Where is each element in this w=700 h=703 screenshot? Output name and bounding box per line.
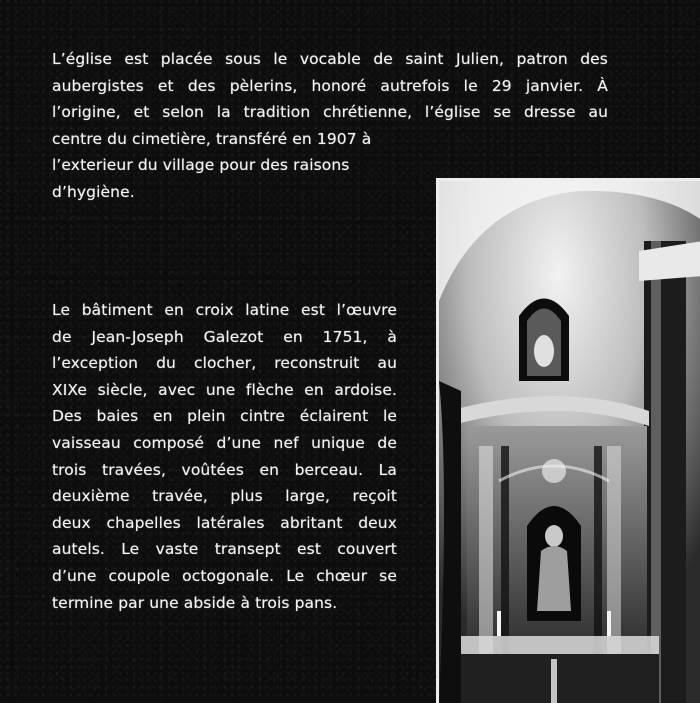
text-line: d’hygiène. xyxy=(52,182,135,201)
text-line: autels. Le vaste transept est couvert xyxy=(52,540,397,559)
text-line: XIXe siècle, avec une flèche en ardoise. xyxy=(52,380,397,399)
text-line: centre du cimetière, transféré en 1907 à xyxy=(52,129,372,148)
text-line: l’origine, et selon la tradition chrétienne, l’église se dresse au xyxy=(52,103,608,122)
text-line: deux chapelles latérales abritant deux xyxy=(52,513,397,532)
text-line: deuxième travée, plus large, reçoit xyxy=(52,487,397,506)
text-line: trois travées, voûtées en berceau. La xyxy=(52,460,397,479)
text-line: termine par une abside à trois pans. xyxy=(52,593,338,612)
text-line: vaisseau composé d’une nef unique de xyxy=(52,433,397,452)
paragraph-architecture xyxy=(52,297,397,616)
church-interior-photo xyxy=(436,178,700,703)
text-line: de Jean-Joseph Galezot en 1751, à xyxy=(52,327,397,346)
text-line: d’une coupole octogonale. Le chœur se xyxy=(52,566,397,585)
text-line: l’exception du clocher, reconstruit au xyxy=(52,354,397,373)
text-line: Des baies en plein cintre éclairent le xyxy=(52,407,397,426)
text-line: L’église est placée sous le vocable de saint Julien, patron des xyxy=(52,50,608,68)
text-line: Le bâtiment en croix latine est l’œuvre xyxy=(52,301,397,319)
text-line: l’exterieur du village pour des raisons xyxy=(52,156,350,175)
text-line: aubergistes et des pèlerins, honoré autrefois le 29 janvier. À xyxy=(52,76,608,95)
